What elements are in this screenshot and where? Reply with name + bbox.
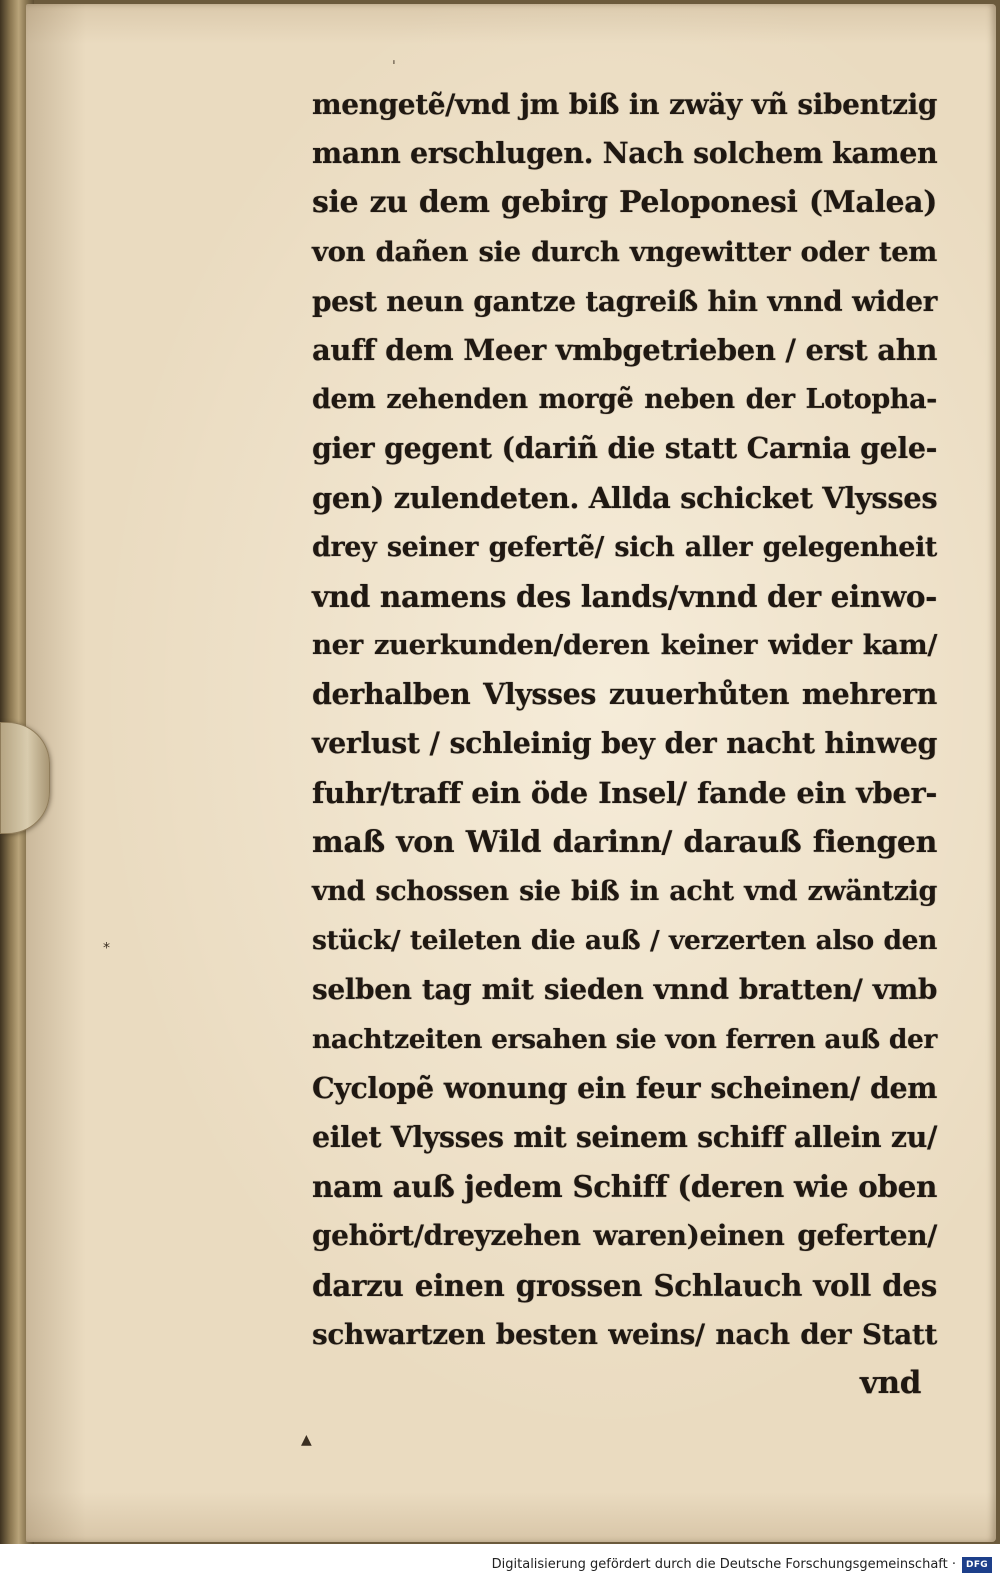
text-line: mengetẽ/vnd jm biß in zwäy vñ sibentzig [312,88,937,121]
text-line: von dañen sie durch vngewitter oder tem [312,235,937,268]
text-line: mann erschlugen. Nach solchem kamen [312,136,938,171]
text-line: pest neun gantze tagreiß hin vnnd wider [312,284,937,318]
text-line: gen) zulendeten. Allda schicket Vlysses [312,480,938,515]
text-line: nam auß jedem Schiff (deren wie oben [312,1169,937,1205]
text-line: dem zehenden morgẽ neben der Lotopha- [312,384,937,416]
ink-speck: ⁎ [103,936,110,952]
text-line: verlust / schleinig bey der nacht hinweg [312,726,937,761]
text-line: drey seiner gefertẽ/ sich aller gelegenheit [312,531,937,563]
page-text [312,80,937,1408]
text-line: gehört/dreyzehen waren)einen geferten/ [312,1219,937,1253]
text-line: fuhr/traff ein öde Insel/ fande ein vber- [312,775,937,810]
text-line: eilet Vlysses mit seinem schiff allein zu/ [312,1119,937,1154]
text-line: nachtzeiten ersahen sie von ferren auß der [312,1023,937,1055]
text-line: auff dem Meer vmbgetrieben / erst ahn [312,332,937,367]
text-line: vnd namens des lands/vnnd der einwo- [312,578,937,614]
text-line: sie zu dem gebirg Peloponesi (Malea) [312,185,937,221]
dfg-logo-icon: DFG [962,1557,992,1573]
text-line: schwartzen besten weins/ nach der Statt [312,1317,937,1351]
footer-bar [0,1544,1000,1580]
funding-credit: Digitalisierung gefördert durch die Deutsche Forschungsgemeinschaft · [491,1557,956,1572]
catchword: vnd [859,1364,921,1401]
text-line: gier gegent (dariñ die statt Carnia gele- [312,431,937,466]
text-line: vnd schossen sie biß in acht vnd zwäntzig [312,876,937,907]
text-line: darzu einen grossen Schlauch voll des [312,1267,937,1303]
text-line: selben tag mit sieden vnnd bratten/ vmb [312,973,937,1007]
text-line: ner zuerkunden/deren keiner wider kam/ [312,629,937,662]
text-line: derhalben Vlysses zuuerhůten mehrern [312,677,937,712]
text-line: Cyclopẽ wonung ein feur scheinen/ dem [312,1070,937,1105]
text-line: maß von Wild darinn/ darauß fiengen [312,824,937,860]
ink-speck: ˈ [392,59,396,75]
text-line: stück/ teileten die auß / verzerten also den [312,925,937,957]
ink-speck: ▲ [301,1432,312,1448]
